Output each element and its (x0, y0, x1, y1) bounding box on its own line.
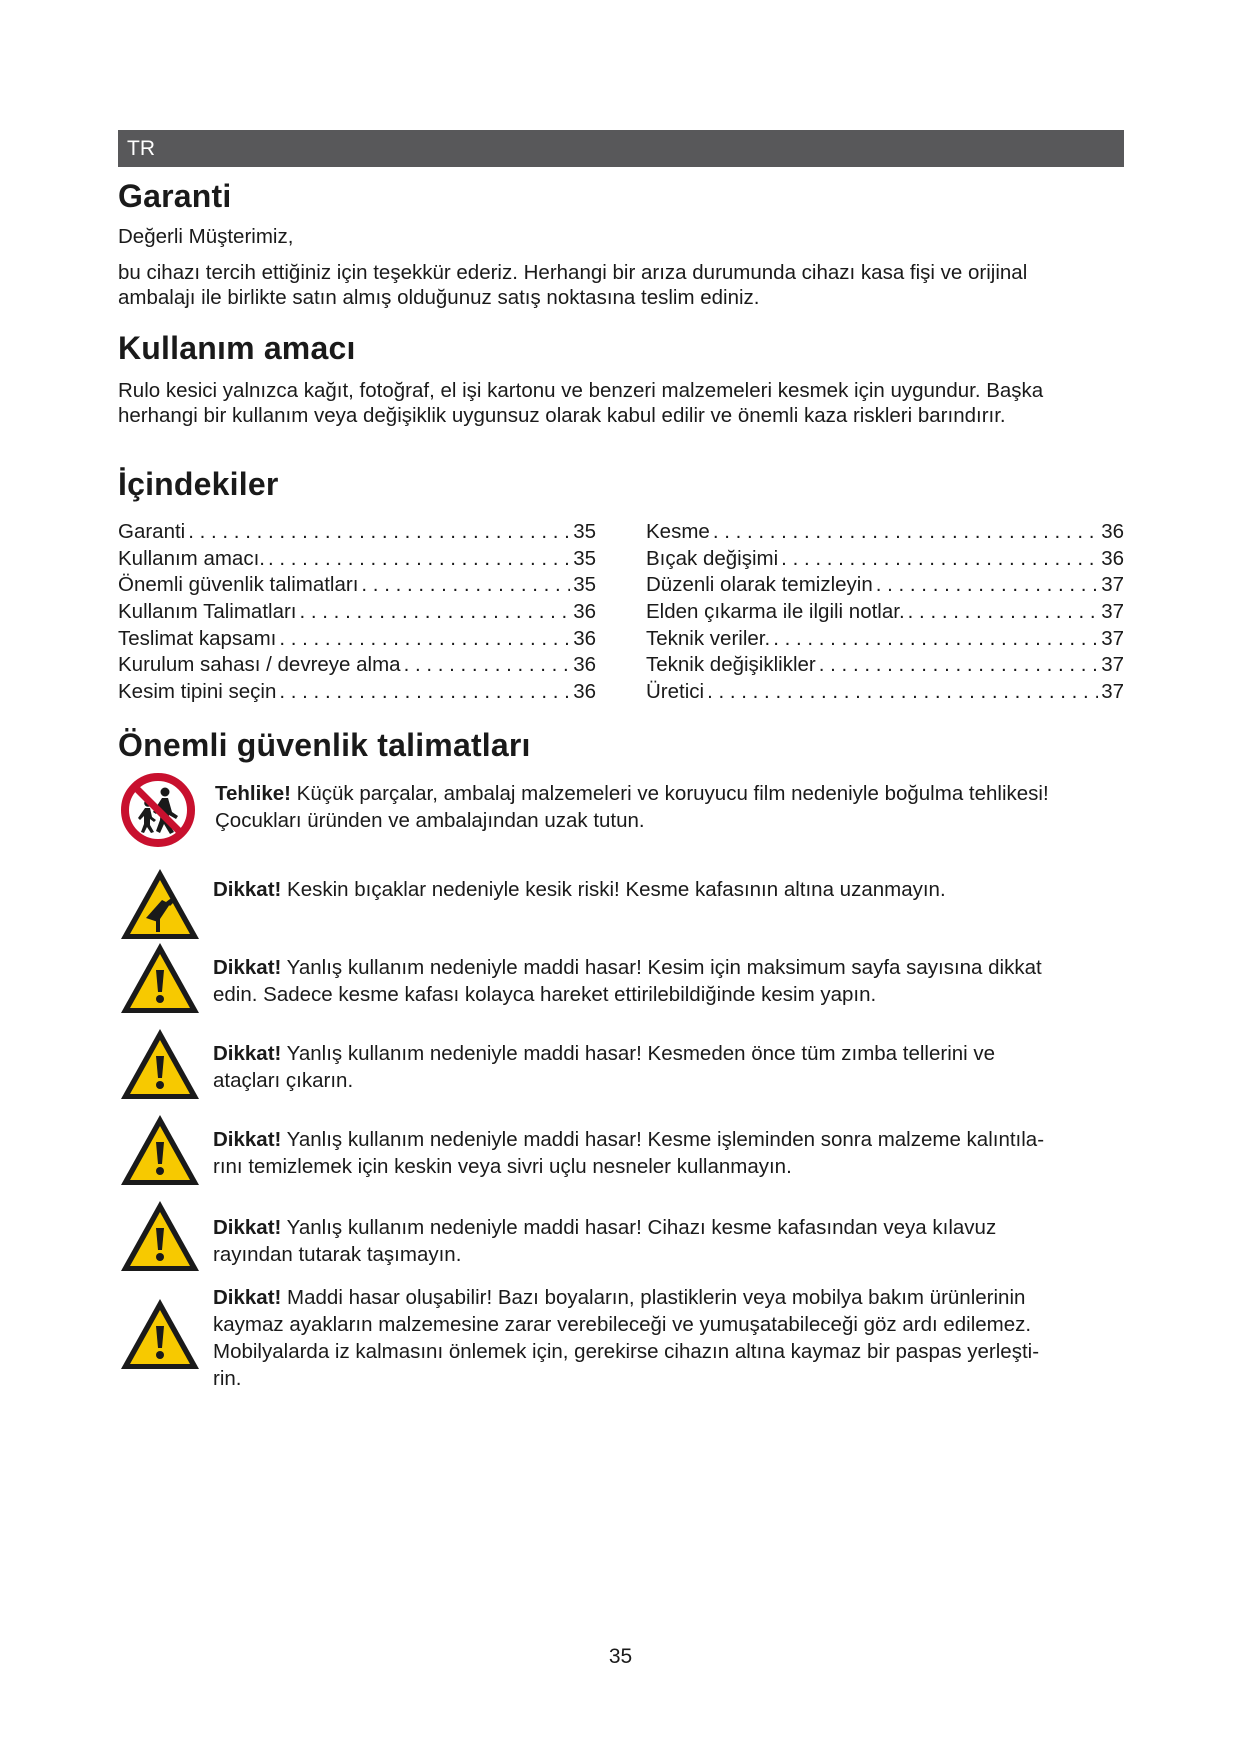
toc-entry (118, 652, 596, 679)
warning-icon (118, 1026, 202, 1107)
toc-entry-label: Teknik veriler. (646, 626, 771, 650)
toc-entry (646, 599, 1124, 626)
toc-entry (646, 652, 1124, 679)
safety-line: rını temizlemek için keskin veya sivri uçlu nesneler kullanmayın. (213, 1155, 792, 1178)
toc-entry (118, 626, 596, 653)
safety-item-cut-risk (118, 866, 946, 947)
safety-text (215, 780, 1130, 834)
toc-leader-dots (300, 599, 571, 626)
toc-entry-page: 36 (573, 680, 596, 704)
usage-line-2: herhangi bir kullanım veya değişiklik uygunsuz olarak kabul edilir ve önemli kaza riskleri barındırır. (118, 404, 1006, 427)
warning-icon (118, 940, 202, 1021)
safety-text (213, 1040, 1128, 1094)
safety-label: Dikkat! (213, 1216, 282, 1239)
heading-toc: İçindekiler (118, 466, 279, 502)
toc-leader-dots (713, 519, 1098, 546)
toc-leader-dots (279, 626, 570, 653)
toc-entry-page: 36 (573, 600, 596, 624)
toc-leader-dots (819, 652, 1098, 679)
heading-usage: Kullanım amacı (118, 330, 356, 366)
toc-entry-page: 35 (573, 546, 596, 570)
toc-entry-label: Kullanım Talimatları (118, 600, 297, 624)
toc-leader-dots (279, 679, 570, 706)
safety-line: Yanlış kullanım nedeniyle maddi hasar! Kesmeden önce tüm zımba tellerini ve (281, 1042, 996, 1065)
toc-entry-page: 37 (1101, 653, 1124, 677)
safety-label: Tehlike! (215, 782, 291, 805)
warning-icon (118, 1198, 202, 1279)
toc-leader-dots (773, 626, 1098, 653)
safety-line: ataçları çıkarın. (213, 1069, 354, 1092)
toc-leader-dots (908, 599, 1099, 626)
heading-safety: Önemli güvenlik talimatları (118, 727, 531, 763)
safety-line: Maddi hasar oluşabilir! Bazı boyaların, plastiklerin veya mobilya bakım ürünlerinin (281, 1286, 1026, 1309)
toc-entry-page: 35 (573, 520, 596, 543)
toc-entry (646, 626, 1124, 653)
safety-line: edin. Sadece kesme kafası kolayca hareket ettirilebildiğinde kesim yapın. (213, 983, 877, 1006)
safety-item-residue (118, 1112, 1045, 1193)
toc-entry (646, 519, 1124, 546)
toc-entry (118, 572, 596, 599)
safety-label: Dikkat! (213, 956, 282, 979)
safety-text (213, 1126, 1128, 1180)
toc-entry (118, 519, 596, 546)
safety-label: Dikkat! (213, 1042, 282, 1065)
toc-leader-dots (781, 546, 1098, 573)
safety-item-carrying (118, 1198, 997, 1279)
manual-page (118, 130, 1124, 1390)
toc-entry-label: Kesme (646, 520, 710, 543)
table-of-contents (118, 519, 1124, 706)
safety-line: Çocukları üründen ve ambalajından uzak tutun. (215, 809, 645, 832)
warning-icon (118, 1296, 202, 1377)
toc-entry-label: Kesim tipini seçin (118, 680, 277, 704)
toc-entry (646, 572, 1124, 599)
toc-leader-dots (707, 679, 1098, 706)
garanti-line-2: ambalajı ile birlikte satın almış olduğunuz satış noktasına teslim ediniz. (118, 286, 760, 309)
toc-left-column (118, 519, 596, 706)
toc-entry-label: Kullanım amacı. (118, 546, 265, 570)
safety-line: Keskin bıçaklar nedeniyle kesik riski! Kesme kafasının altına uzanmayın. (281, 878, 946, 901)
safety-item-staples (118, 1026, 996, 1107)
safety-line: kaymaz ayakların malzemesine zarar verebileceği ve yumuşatabileceği göz ardı edilemez. (213, 1313, 1032, 1336)
salutation: Değerli Müşterimiz, (118, 225, 294, 248)
usage-line-1: Rulo kesici yalnızca kağıt, fotoğraf, el işi kartonu ve benzeri malzemeleri kesmek için uygundur. Başka (118, 379, 1044, 402)
toc-leader-dots (188, 519, 570, 546)
toc-entry-page: 36 (1101, 520, 1124, 543)
safety-line: Yanlış kullanım nedeniyle maddi hasar! Kesme işleminden sonra malzeme kalıntıla- (281, 1128, 1045, 1151)
page-number: 35 (608, 1645, 633, 1668)
toc-entry-label: Bıçak değişimi (646, 546, 779, 570)
safety-item-danger (118, 770, 1049, 855)
no-children-icon (118, 770, 202, 855)
toc-leader-dots (361, 572, 570, 599)
safety-line: rin. (213, 1367, 242, 1390)
toc-entry-page: 36 (573, 626, 596, 650)
toc-entry (118, 599, 596, 626)
language-tag: TR (127, 137, 155, 160)
toc-entry-label: Elden çıkarma ile ilgili notlar. (646, 600, 905, 624)
toc-entry-page: 36 (573, 653, 596, 677)
safety-text (213, 1284, 1128, 1392)
toc-entry-page: 35 (573, 573, 596, 597)
toc-entry-page: 37 (1101, 600, 1124, 624)
toc-leader-dots (268, 546, 570, 573)
safety-item-feet (118, 1284, 1040, 1390)
toc-entry-label: Teknik değişiklikler (646, 653, 816, 677)
toc-entry-page: 37 (1101, 626, 1124, 650)
toc-entry-label: Kurulum sahası / devreye alma (118, 653, 401, 677)
garanti-line-1: bu cihazı tercih ettiğiniz için teşekkür ederiz. Herhangi bir arıza durumunda cihazı kasa fişi ve orijinal (118, 261, 1028, 284)
toc-entry-label: Düzenli olarak temizleyin (646, 573, 873, 597)
safety-label: Dikkat! (213, 1128, 282, 1151)
cut-hazard-icon (118, 866, 202, 947)
toc-leader-dots (876, 572, 1098, 599)
toc-entry-label: Garanti (118, 520, 186, 543)
safety-label: Dikkat! (213, 1286, 282, 1309)
toc-entry-label: Önemli güvenlik talimatları (118, 573, 359, 597)
safety-line: Yanlış kullanım nedeniyle maddi hasar! Cihazı kesme kafasından veya kılavuz (281, 1216, 997, 1239)
warning-icon (118, 1112, 202, 1193)
safety-line: Küçük parçalar, ambalaj malzemeleri ve koruyucu film nedeniyle boğulma tehlikesi! (290, 782, 1049, 805)
toc-entry (646, 679, 1124, 706)
toc-entry-label: Teslimat kapsamı (118, 626, 277, 650)
safety-line: Mobilyalarda iz kalmasını önlemek için, gerekirse cihazın altına kaymaz bir paspas yerleşti- (213, 1340, 1040, 1363)
toc-right-column (646, 519, 1124, 706)
heading-garanti: Garanti (118, 178, 232, 214)
toc-entry (646, 546, 1124, 573)
toc-entry (118, 679, 596, 706)
safety-item-sheet-count (118, 940, 1042, 1021)
toc-entry-label: Üretici (646, 680, 705, 704)
safety-text (213, 876, 1128, 903)
safety-text (213, 1214, 1128, 1268)
language-bar (118, 130, 1124, 167)
toc-entry-page: 37 (1101, 680, 1124, 704)
safety-line: Yanlış kullanım nedeniyle maddi hasar! Kesim için maksimum sayfa sayısına dikkat (281, 956, 1042, 979)
toc-entry (118, 546, 596, 573)
safety-text (213, 954, 1128, 1008)
toc-entry-page: 37 (1101, 573, 1124, 597)
safety-label: Dikkat! (213, 878, 282, 901)
toc-leader-dots (404, 652, 571, 679)
safety-line: rayından tutarak taşımayın. (213, 1243, 462, 1266)
toc-entry-page: 36 (1101, 546, 1124, 570)
